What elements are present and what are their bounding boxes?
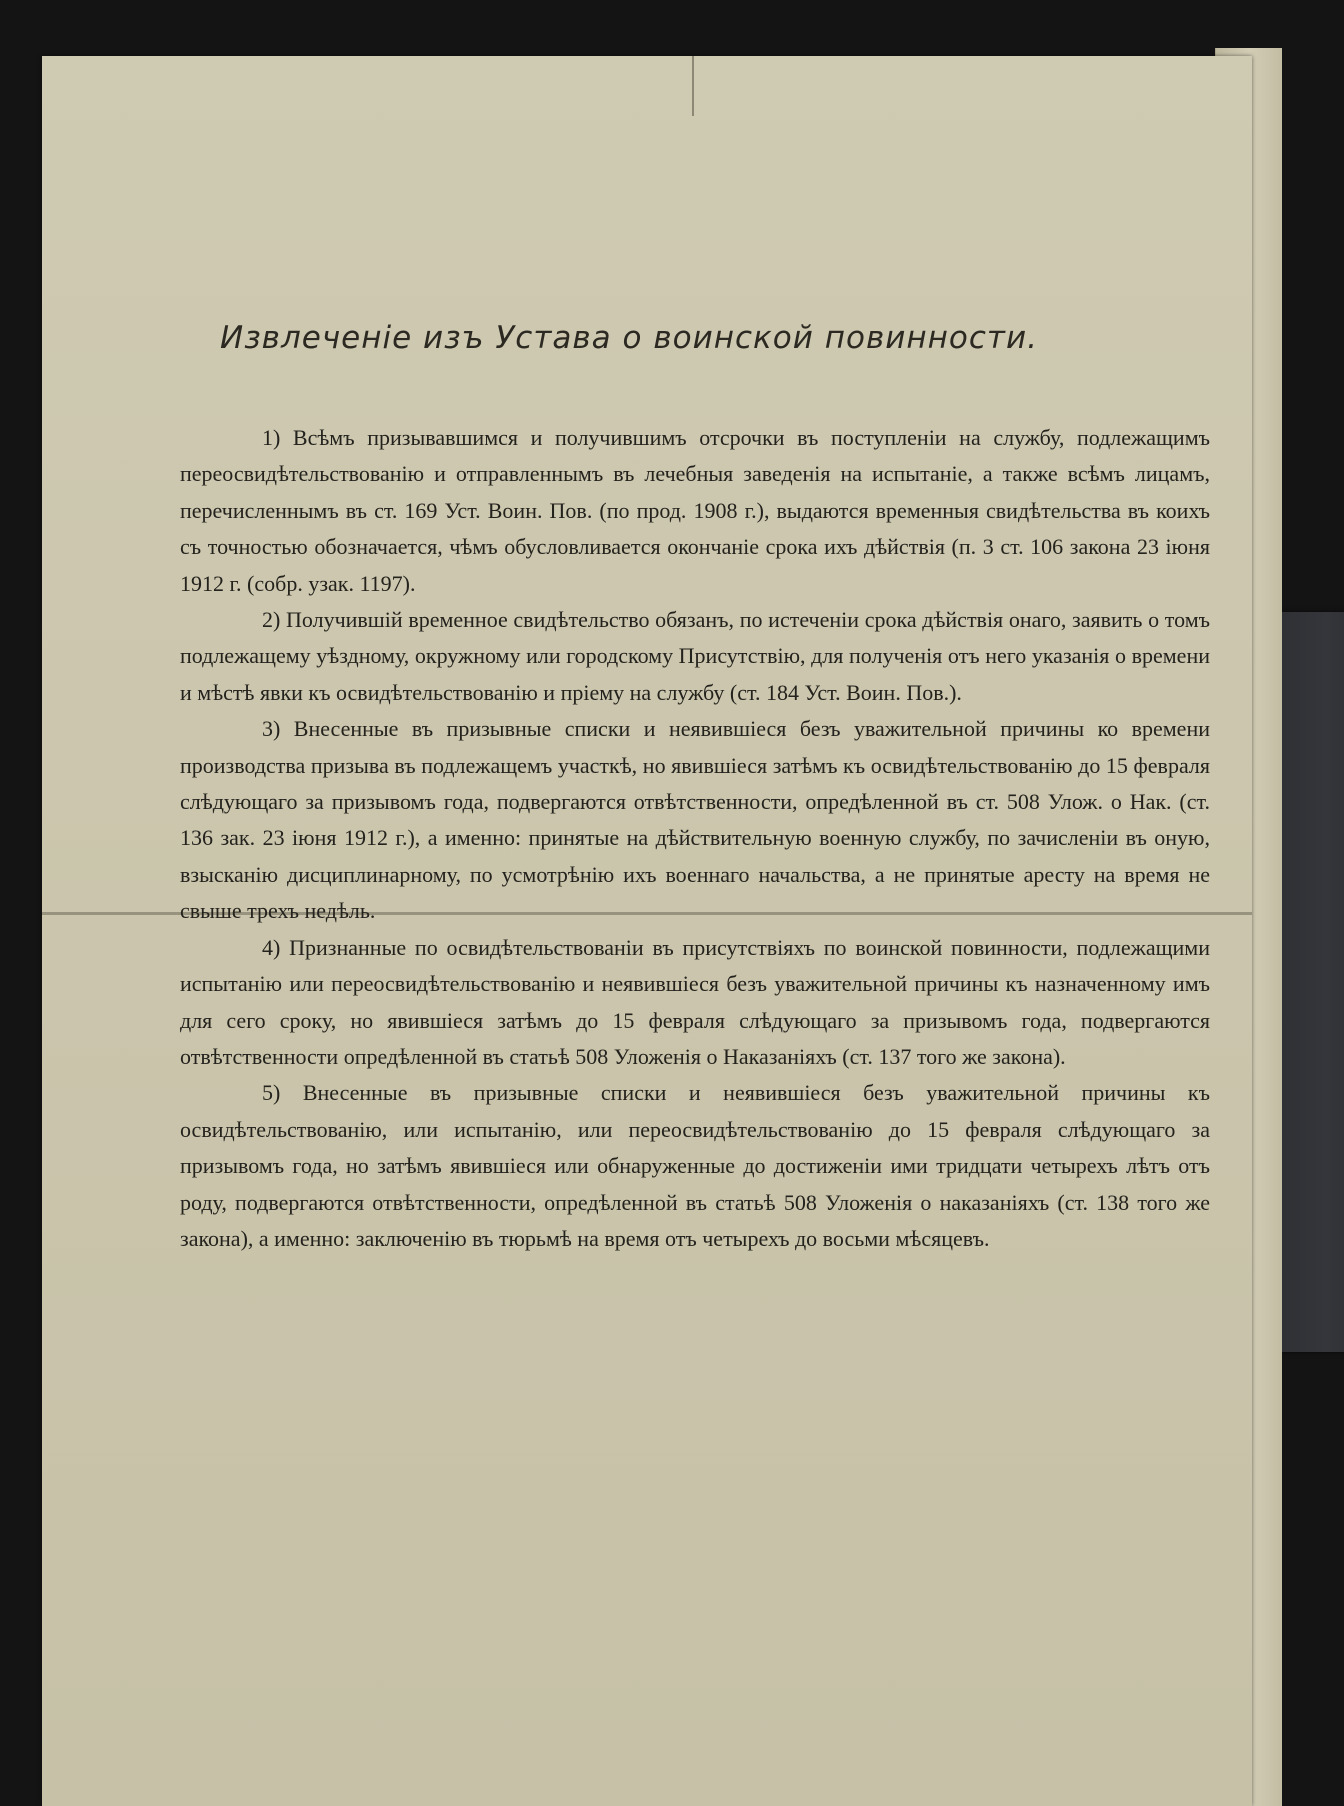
paragraph-3: 3) Внесенные въ призывные списки и неявившіеся безъ уважительной причины ко времени производства призыва въ подлежащемъ участкѣ, но явившіеся затѣмъ къ освидѣтельствованію до 15 февраля слѣдующаго за призывомъ года, подвергаются отвѣтственности, опредѣленной въ ст. 508 Улож. о Нак. (ст. 136 зак. 23 іюня 1912 г.), а именно: принятые на дѣйствительную военную службу, по зачисленіи въ оную, взысканію дисциплинарному, по усмотрѣнію ихъ военнаго начальства, а не принятые аресту на время не свыше трехъ недѣль.	[180, 716, 1210, 924]
paragraph-2: 2) Получившій временное свидѣтельство обязанъ, по истеченіи срока дѣйствія онаго, заявить о томъ подлежащему уѣздному, окружному или городскому Присутствію, для полученія отъ него указанія о времени и мѣстѣ явки къ освидѣтельствованію и пріему на службу (ст. 184 Уст. Воин. Пов.).	[180, 607, 1210, 705]
document-body	[180, 420, 1210, 1257]
vertical-fold-line	[692, 56, 694, 116]
document-title: Извлеченіе изъ Устава о воинской повинности.	[220, 320, 1038, 356]
paragraph-4: 4) Признанные по освидѣтельствованіи въ присутствіяхъ по воинской повинности, подлежащими испытанію или переосвидѣтельствованію и неявившіеся безъ уважительной причины къ назначенному имъ для сего сроку, но явившіеся затѣмъ до 15 февраля слѣдующаго за призывомъ года, подвергаются отвѣтственности опредѣленной въ статьѣ 508 Уложенія о Наказаніяхъ (ст. 137 того же закона).	[180, 934, 1210, 1069]
paragraph-5: 5) Внесенные въ призывные списки и неявившіеся безъ уважительной причины къ освидѣтельствованію, или испытанію, или переосвидѣтельствованію до 15 февраля слѣдующаго за призывомъ года, но затѣмъ явившіеся или обнаруженные до достиженіи ими тридцати четырехъ лѣтъ отъ роду, подвергаются отвѣтственности, опредѣленной въ статьѣ 508 Уложенія о наказаніяхъ (ст. 138 того же закона), а именно: заключенію въ тюрьмѣ на время отъ четырехъ до восьми мѣсяцевъ.	[180, 1080, 1210, 1251]
paragraph-1: 1) Всѣмъ призывавшимся и получившимъ отсрочки въ поступленіи на службу, подлежащимъ переосвидѣтельствованію и отправленнымъ въ лечебныя заведенія на испытаніе, а также всѣмъ лицамъ, перечисленнымъ въ ст. 169 Уст. Воин. Пов. (по прод. 1908 г.), выдаются временныя свидѣтельства въ коихъ съ точностью обозначается, чѣмъ обусловливается окончаніе срока ихъ дѣйствія (п. 3 ст. 106 закона 23 іюня 1912 г. (собр. узак. 1197).	[180, 425, 1210, 596]
